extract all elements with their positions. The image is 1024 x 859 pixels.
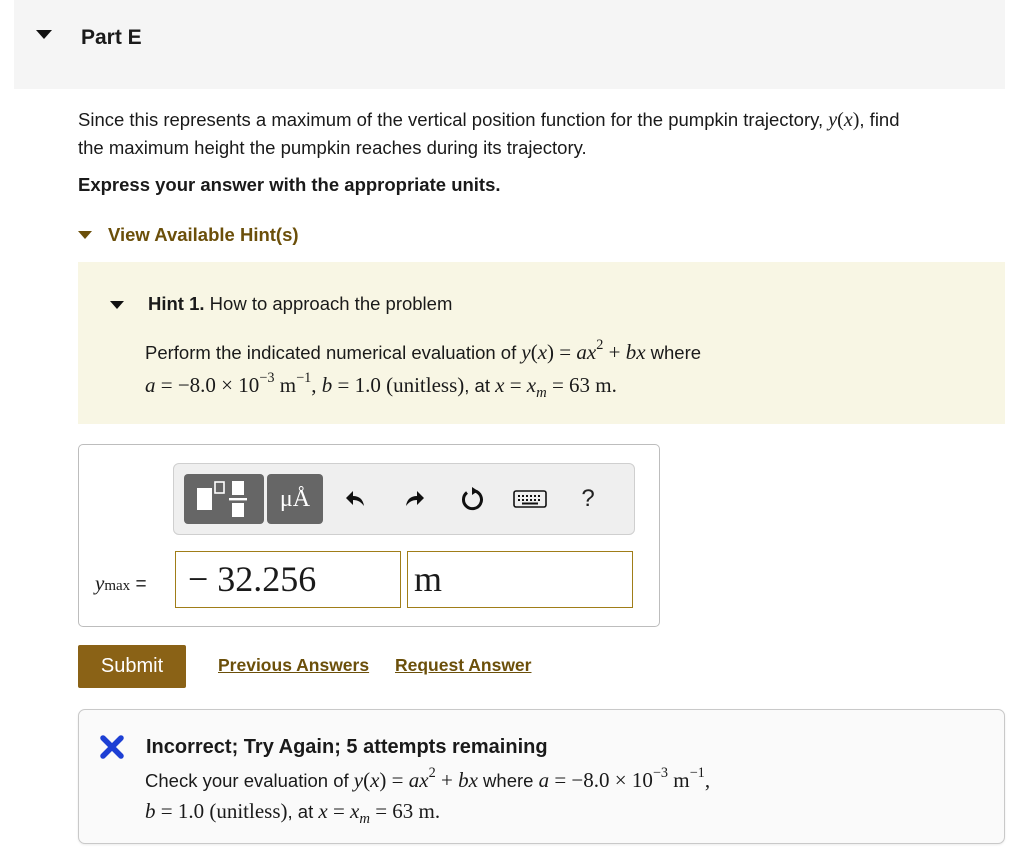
answer-variable-subscript: max <box>104 578 131 594</box>
hint-number: Hint 1. <box>148 293 205 314</box>
templates-icon[interactable] <box>184 474 264 524</box>
view-hints-toggle[interactable] <box>78 222 299 248</box>
equals-sign: = <box>135 574 147 595</box>
answer-variable: y <box>95 571 105 595</box>
part-title: Part E <box>81 26 142 49</box>
keyboard-icon[interactable] <box>512 480 548 518</box>
hint-text-part: Perform the indicated numerical evaluation of <box>145 342 522 363</box>
hint-title[interactable] <box>148 293 452 315</box>
question-function: y(x) <box>828 109 860 131</box>
feedback-evaluation-point: $x = x_m = 63$ m <box>318 799 435 828</box>
answer-instruction: Express your answer with the appropriate units. <box>78 174 501 195</box>
units-icon[interactable]: μÅ <box>267 474 323 524</box>
question-text <box>78 106 1008 162</box>
hint-text-part: . <box>611 373 617 397</box>
question-text-part: Since this represents a maximum of the vertical position function for the pumpkin trajectory, <box>78 109 829 130</box>
feedback-panel <box>78 709 1005 844</box>
answer-panel <box>78 444 660 627</box>
feedback-coefficient-b: b = 1.0 (unitless) <box>145 799 288 823</box>
answer-value-input[interactable]: − 32.256 <box>175 551 401 608</box>
hint-text-part: where <box>645 342 702 363</box>
undo-icon[interactable] <box>338 480 374 518</box>
answer-unit-input[interactable]: m <box>407 551 633 608</box>
hint-panel <box>78 262 1005 424</box>
feedback-text-part: . <box>434 799 441 823</box>
hint-collapse-icon[interactable] <box>110 301 124 309</box>
feedback-text-part: where <box>477 770 539 791</box>
hint-body <box>145 336 701 402</box>
view-hints-label: View Available Hint(s) <box>108 224 299 245</box>
feedback-title: Incorrect; Try Again; 5 attempts remaining <box>146 736 548 758</box>
hint-title-text: How to approach the problem <box>209 293 453 314</box>
feedback-coefficient-a: $a = -8.0 \times 10^{-3}$ $m^{-1}$, <box>538 764 711 792</box>
answer-variable-label <box>95 571 147 596</box>
question-text-part: the maximum height the pumpkin reaches during its trajectory. <box>78 137 587 158</box>
feedback-body <box>145 765 710 827</box>
hint-evaluation-point: $x = x_m = 63$ m <box>495 373 612 402</box>
submit-button[interactable]: Submit <box>78 645 186 688</box>
hint-separator: , <box>311 373 322 397</box>
feedback-text-part: , at <box>287 801 319 822</box>
request-answer-link[interactable]: Request Answer <box>395 655 532 675</box>
part-header[interactable] <box>14 0 1005 89</box>
collapse-triangle-icon[interactable] <box>36 30 52 39</box>
previous-answers-link[interactable]: Previous Answers <box>218 655 370 675</box>
question-text-part: , find <box>859 109 900 130</box>
reset-icon[interactable] <box>454 480 490 518</box>
chevron-down-icon <box>78 231 92 239</box>
help-icon[interactable]: ? <box>581 485 595 512</box>
hint-equation: $y(x) = ax^2$ + bx <box>521 336 646 364</box>
hint-text-part: , at <box>464 375 496 396</box>
feedback-equation: $y(x) = ax^2$ + bx <box>353 764 478 792</box>
math-toolbar <box>173 463 635 535</box>
hint-coefficient-b: b = 1.0 (unitless) <box>321 373 465 397</box>
feedback-text-part: Check your evaluation of <box>145 770 354 791</box>
incorrect-x-icon <box>99 734 125 760</box>
hint-coefficient-a: $a = -8.0 \times 10^{-3}$ $m^{-1}$ <box>145 369 312 397</box>
redo-icon[interactable] <box>396 480 432 518</box>
